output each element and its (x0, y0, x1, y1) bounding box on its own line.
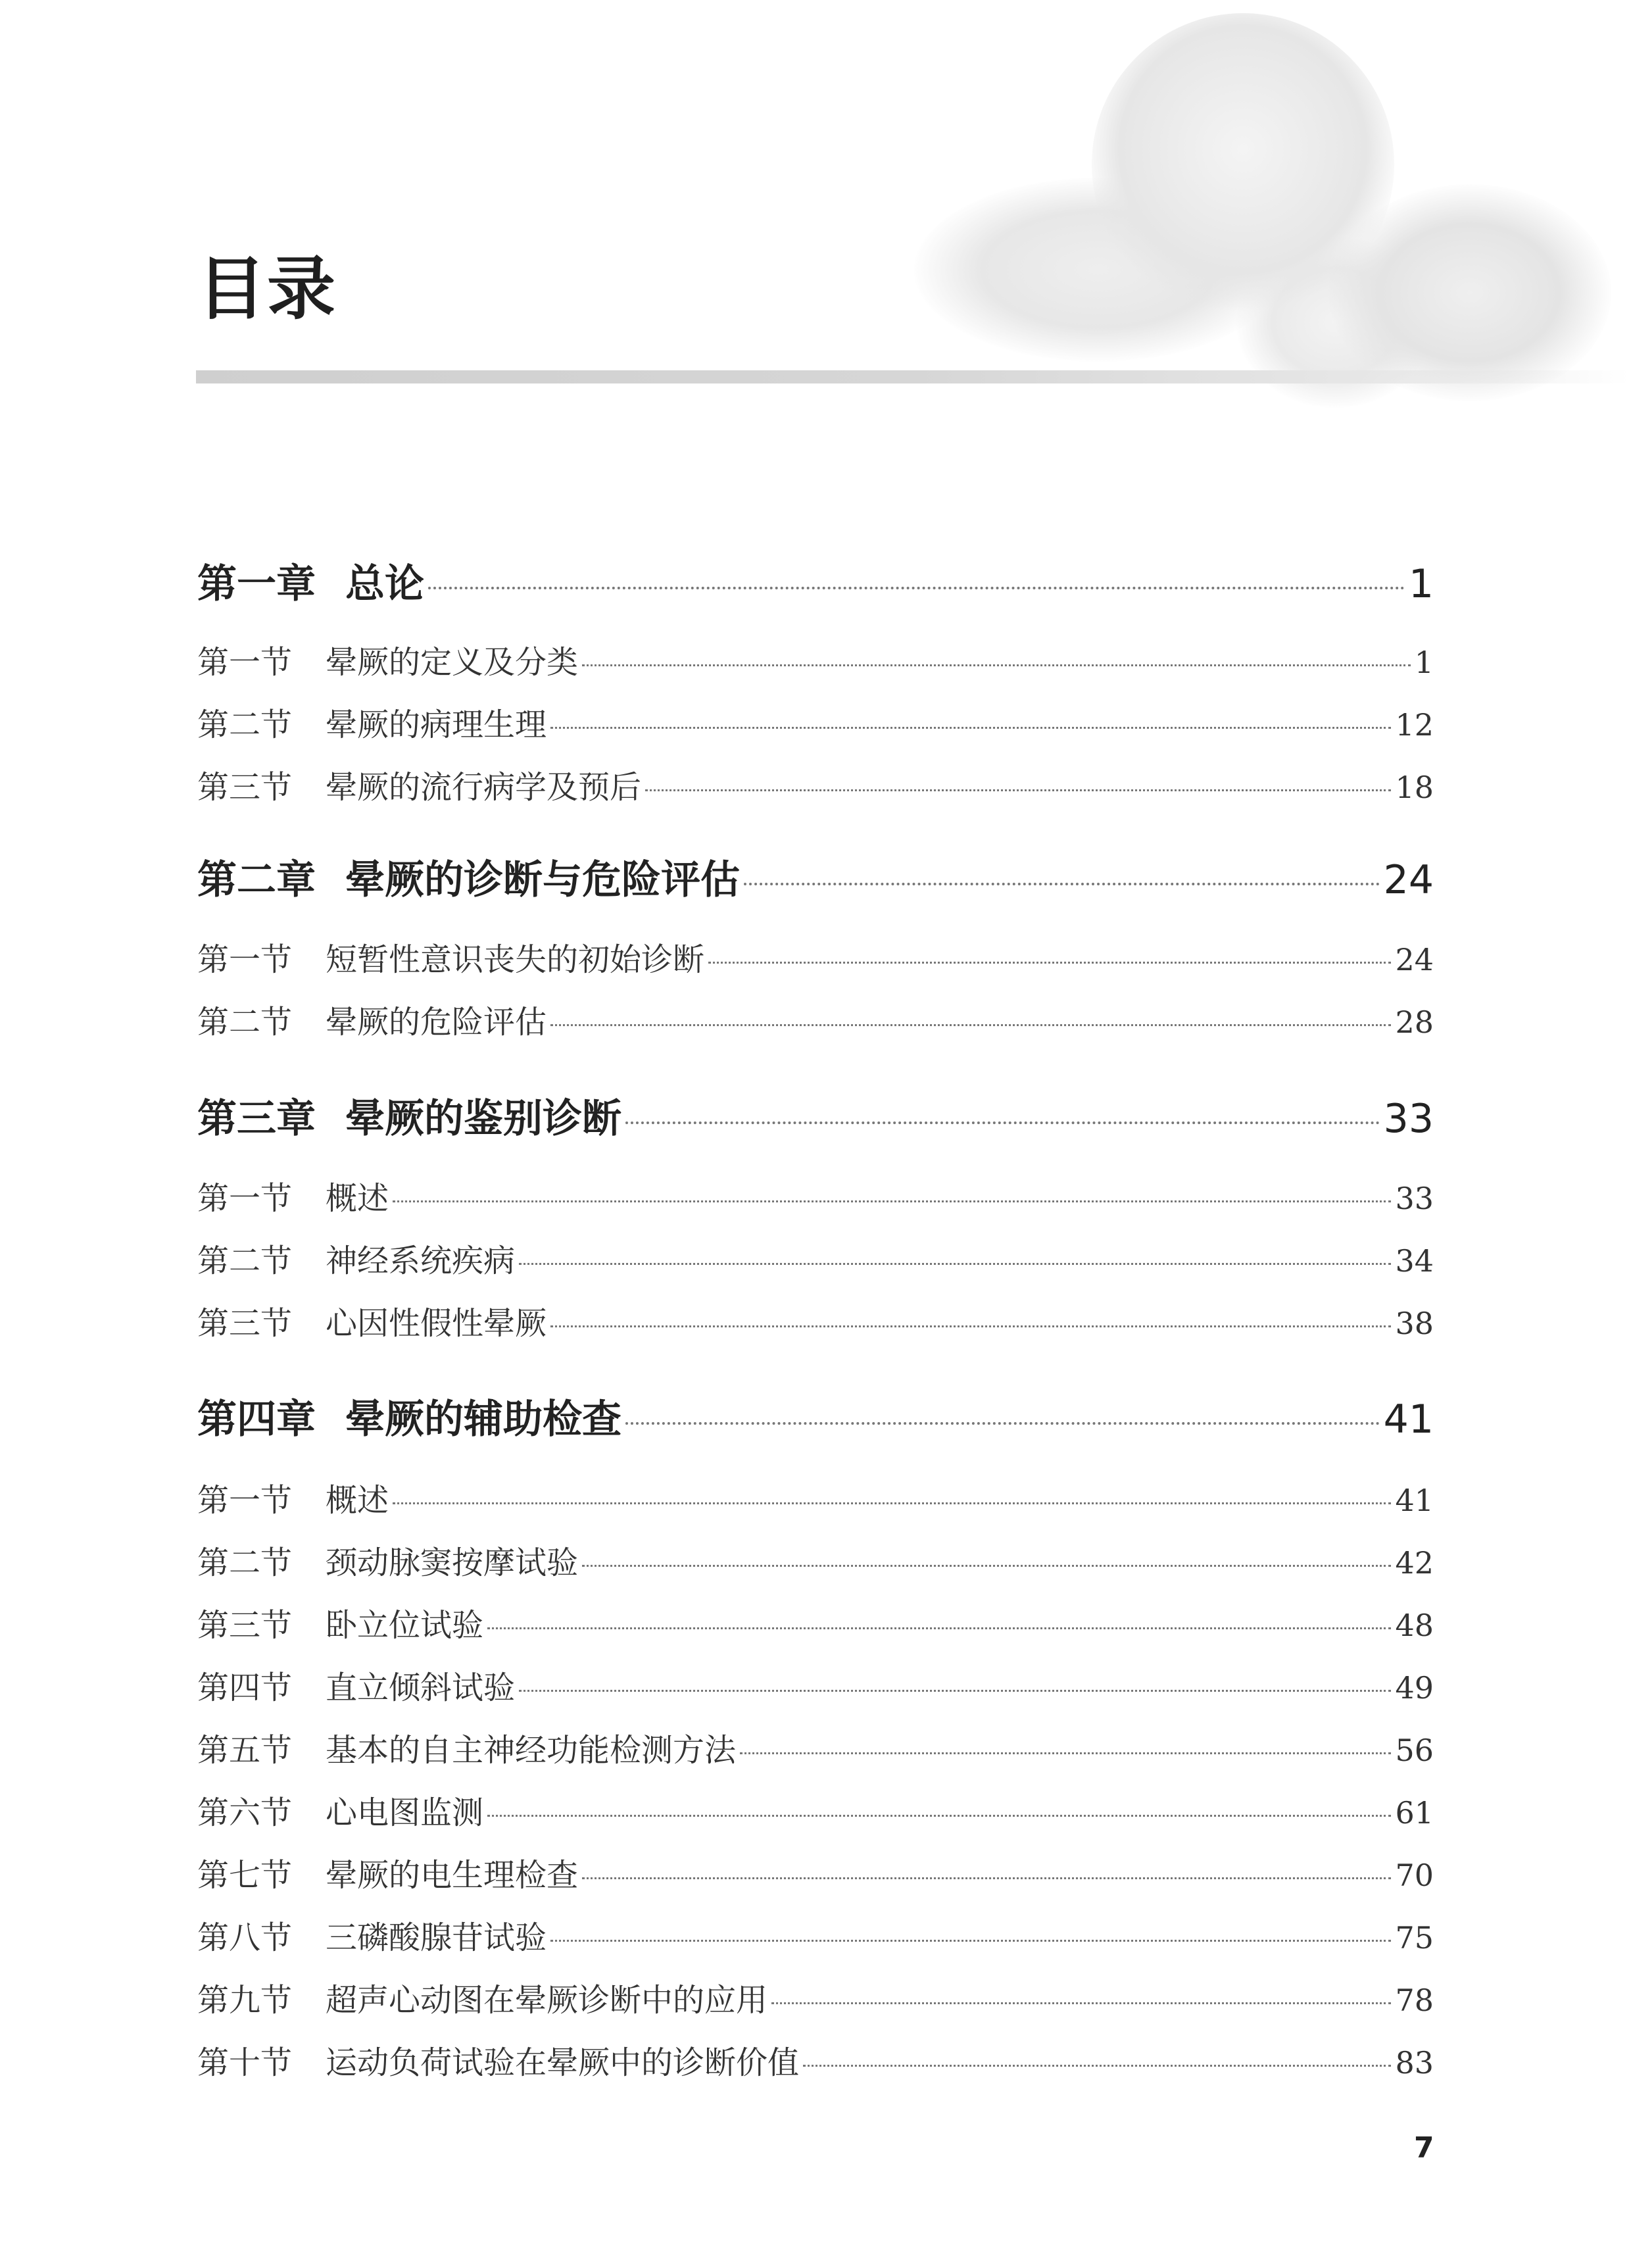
toc-section[interactable] (197, 1475, 1434, 1520)
toc-section[interactable] (197, 2037, 1434, 2083)
dot-leader (428, 587, 1405, 589)
toc-section[interactable] (197, 1173, 1434, 1218)
section-title: 直立倾斜试验 (326, 1669, 516, 1706)
section-number: 第三节 (197, 1305, 293, 1342)
section-title: 晕厥的流行病学及预后 (326, 769, 642, 806)
toc-section[interactable] (197, 1725, 1434, 1770)
toc-chapter[interactable] (197, 1087, 1434, 1144)
section-number: 第四节 (197, 1669, 293, 1706)
section-number: 第二节 (197, 706, 293, 743)
section-number: 第八节 (197, 1919, 293, 1956)
dot-leader (625, 1122, 1380, 1124)
chapter-page: 41 (1383, 1396, 1434, 1442)
toc-section[interactable] (197, 997, 1434, 1042)
section-number: 第三节 (197, 769, 293, 806)
section-number: 第一节 (197, 644, 293, 681)
dot-leader (744, 883, 1380, 885)
section-page: 28 (1395, 1004, 1434, 1040)
title-divider (196, 370, 1630, 383)
chapter-number: 第四章 (197, 1396, 316, 1442)
dot-leader (487, 1627, 1391, 1629)
section-number: 第七节 (197, 1857, 293, 1894)
section-number: 第十节 (197, 2044, 293, 2081)
section-page: 49 (1395, 1670, 1434, 1706)
section-number: 第二节 (197, 1544, 293, 1581)
toc-section[interactable] (197, 699, 1434, 745)
section-title: 超声心动图在晕厥诊断中的应用 (326, 1982, 768, 2019)
chapter-number: 第三章 (197, 1096, 316, 1142)
section-title: 卧立位试验 (326, 1607, 484, 1644)
section-title: 短暂性意识丧失的初始诊断 (326, 941, 705, 978)
dot-leader (803, 2065, 1391, 2067)
section-title: 神经系统疾病 (326, 1243, 516, 1279)
section-page: 1 (1414, 645, 1434, 680)
section-title: 三磷酸腺苷试验 (326, 1919, 547, 1956)
toc-chapter[interactable] (197, 849, 1434, 905)
section-page: 24 (1395, 942, 1434, 977)
toc-section[interactable] (197, 1537, 1434, 1583)
section-page: 56 (1395, 1733, 1434, 1768)
dot-leader (519, 1263, 1391, 1265)
section-page: 83 (1395, 2045, 1434, 2081)
section-title: 颈动脉窦按摩试验 (326, 1544, 579, 1581)
dot-leader (771, 2002, 1391, 2004)
toc-section[interactable] (197, 1850, 1434, 1895)
section-title: 概述 (326, 1180, 389, 1217)
section-title: 运动负荷试验在晕厥中的诊断价值 (326, 2044, 800, 2081)
toc-section[interactable] (197, 934, 1434, 979)
section-number: 第一节 (197, 1180, 293, 1217)
chapter-page: 33 (1383, 1096, 1434, 1142)
section-page: 70 (1395, 1858, 1434, 1893)
dot-leader (487, 1815, 1391, 1817)
toc-section[interactable] (197, 1912, 1434, 1958)
dot-leader (708, 962, 1391, 964)
section-title: 晕厥的危险评估 (326, 1004, 547, 1041)
section-number: 第九节 (197, 1982, 293, 2019)
dot-leader (582, 1565, 1391, 1567)
section-title: 晕厥的电生理检查 (326, 1857, 579, 1894)
page-title: 目录 (197, 249, 337, 329)
section-page: 61 (1395, 1795, 1434, 1831)
chapter-page: 24 (1383, 857, 1434, 903)
dot-leader (582, 664, 1411, 666)
decorative-cloud (1092, 13, 1394, 316)
section-title: 基本的自主神经功能检测方法 (326, 1732, 737, 1769)
section-number: 第二节 (197, 1004, 293, 1041)
chapter-number: 第一章 (197, 561, 316, 607)
section-number: 第五节 (197, 1732, 293, 1769)
dot-leader (625, 1422, 1380, 1425)
section-page: 41 (1395, 1483, 1434, 1518)
section-page: 12 (1395, 707, 1434, 743)
section-title: 心电图监测 (326, 1794, 484, 1831)
toc-section[interactable] (197, 1298, 1434, 1343)
dot-leader (393, 1200, 1391, 1202)
toc-section[interactable] (197, 1975, 1434, 2020)
dot-leader (550, 727, 1391, 729)
dot-leader (582, 1877, 1391, 1879)
toc-section[interactable] (197, 1600, 1434, 1645)
chapter-title: 晕厥的鉴别诊断 (345, 1096, 621, 1142)
toc-section[interactable] (197, 1787, 1434, 1833)
section-number: 第三节 (197, 1607, 293, 1644)
dot-leader (550, 1940, 1391, 1942)
dot-leader (519, 1690, 1391, 1692)
section-page: 18 (1395, 770, 1434, 805)
page-number: 7 (1414, 2131, 1434, 2165)
dot-leader (550, 1024, 1391, 1026)
toc-section[interactable] (197, 762, 1434, 807)
section-title: 晕厥的定义及分类 (326, 644, 579, 681)
section-title: 晕厥的病理生理 (326, 706, 547, 743)
chapter-page: 1 (1408, 561, 1434, 607)
section-page: 33 (1395, 1181, 1434, 1216)
section-number: 第一节 (197, 1482, 293, 1519)
toc-section[interactable] (197, 637, 1434, 682)
dot-leader (393, 1502, 1391, 1504)
section-number: 第二节 (197, 1243, 293, 1279)
toc-section[interactable] (197, 1235, 1434, 1281)
section-page: 34 (1395, 1243, 1434, 1279)
section-page: 75 (1395, 1920, 1434, 1956)
dot-leader (740, 1752, 1391, 1754)
chapter-title: 晕厥的辅助检查 (345, 1396, 621, 1442)
toc-chapter[interactable] (197, 1388, 1434, 1444)
chapter-number: 第二章 (197, 857, 316, 903)
chapter-title: 晕厥的诊断与危险评估 (345, 857, 740, 903)
toc-chapter[interactable] (197, 553, 1434, 609)
section-page: 42 (1395, 1545, 1434, 1581)
section-number: 第一节 (197, 941, 293, 978)
section-number: 第六节 (197, 1794, 293, 1831)
chapter-title: 总论 (345, 561, 424, 607)
section-page: 78 (1395, 1983, 1434, 2018)
dot-leader (645, 789, 1391, 791)
section-title: 心因性假性晕厥 (326, 1305, 547, 1342)
dot-leader (550, 1325, 1391, 1327)
section-page: 38 (1395, 1306, 1434, 1341)
toc-section[interactable] (197, 1662, 1434, 1708)
section-page: 48 (1395, 1608, 1434, 1643)
section-title: 概述 (326, 1482, 389, 1519)
